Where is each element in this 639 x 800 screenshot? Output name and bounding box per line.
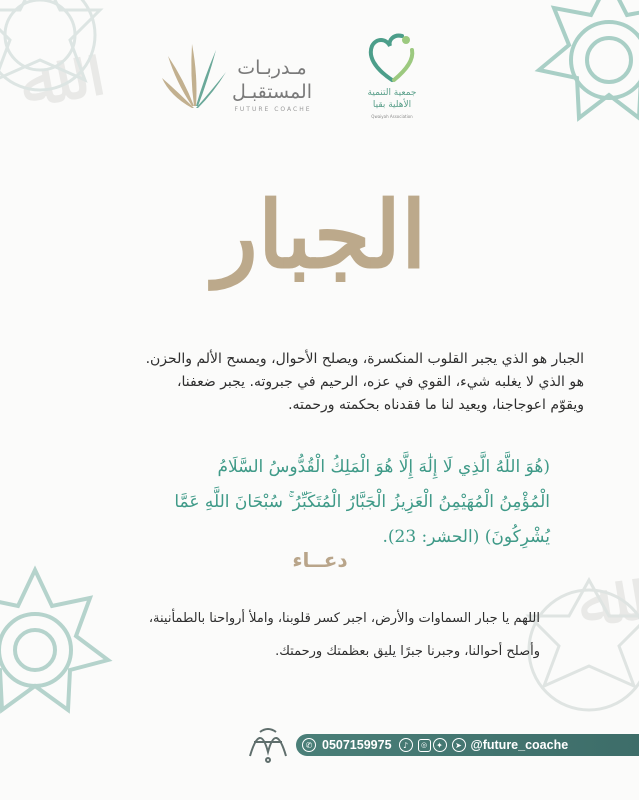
dua-line: وأصلح أحوالنا، وجبرنا جبرًا يليق بعظمتك ورحمتك. <box>275 644 540 659</box>
background-calligraphy-right: ﷲ <box>572 557 625 645</box>
sunburst-icon <box>162 36 226 116</box>
dua-heading: دعــاء <box>292 548 348 572</box>
page-title: الجبار <box>213 181 427 289</box>
association-name-english: Qwaiyah Association <box>371 114 413 119</box>
description-line: هو الذي لا يغلبه شيء، القوي في عزه، الرحيم في جبروته. يجبر ضعفنا، <box>177 374 584 390</box>
verse-line: (هُوَ اللَّهُ الَّذِي لَا إِلَٰهَ إِلَّا هُوَ الْمَلِكُ الْقُدُّوسُ السَّلَامُ <box>217 457 550 477</box>
phone-number[interactable]: 0507159975 <box>322 738 392 752</box>
instagram-icon[interactable]: ◎ <box>418 739 431 752</box>
ornament-top-left <box>0 0 140 150</box>
future-coache-logo <box>162 36 322 122</box>
title-block <box>180 150 460 310</box>
description-line: ويقوّم اعوجاجنا، ويعيد لنا ما فقدناه بحكمته ورحمته. <box>288 397 584 413</box>
association-logo <box>352 30 432 126</box>
ornament-top-right <box>509 0 639 160</box>
whatsapp-icon[interactable]: ✆ <box>302 738 316 752</box>
background-calligraphy-left: ﷲ <box>13 37 68 125</box>
logo-name-line1: مـدربـات <box>237 57 307 79</box>
description <box>60 348 584 417</box>
telegram-icon[interactable]: ➤ <box>452 738 466 752</box>
tiktok-icon[interactable]: ♪ <box>399 738 413 752</box>
social-icons <box>399 738 469 752</box>
heart-leaf-icon <box>364 30 420 86</box>
ornament-bottom-left <box>0 550 130 760</box>
association-name-line1: جمعية التنمية <box>367 88 417 98</box>
social-handle[interactable]: @future_coache <box>470 738 569 752</box>
future-coache-name <box>222 56 322 104</box>
quran-verse <box>60 450 550 555</box>
verse-line: يُشْرِكُونَ) (الحشر: 23). <box>382 527 550 547</box>
description-line: الجبار هو الذي يجبر القلوب المنكسرة، ويصلح الأحوال، ويمسح الألم والحزن. <box>145 351 584 367</box>
dua-line: اللهم يا جبار السماوات والأرض، اجبر كسر قلوبنا، واملأ أرواحنا بالطمأنينة، <box>148 611 540 626</box>
twitter-icon[interactable]: ✦ <box>433 738 447 752</box>
calligraphy-seal-icon <box>240 712 296 768</box>
logo-name-line2: المستقبـل <box>231 81 313 103</box>
verse-line: الْمُؤْمِنُ الْمُهَيْمِنُ الْعَزِيزُ الْجَبَّارُ الْمُتَكَبِّرُ ۚ سُبْحَانَ اللَّهِ عَمَّا <box>174 492 550 512</box>
logo-subtitle: FUTURE COACHE <box>234 106 312 113</box>
dua-text <box>150 602 540 668</box>
association-name-line2: الأهلية بقيا <box>372 100 412 110</box>
contact-bar <box>296 734 639 756</box>
